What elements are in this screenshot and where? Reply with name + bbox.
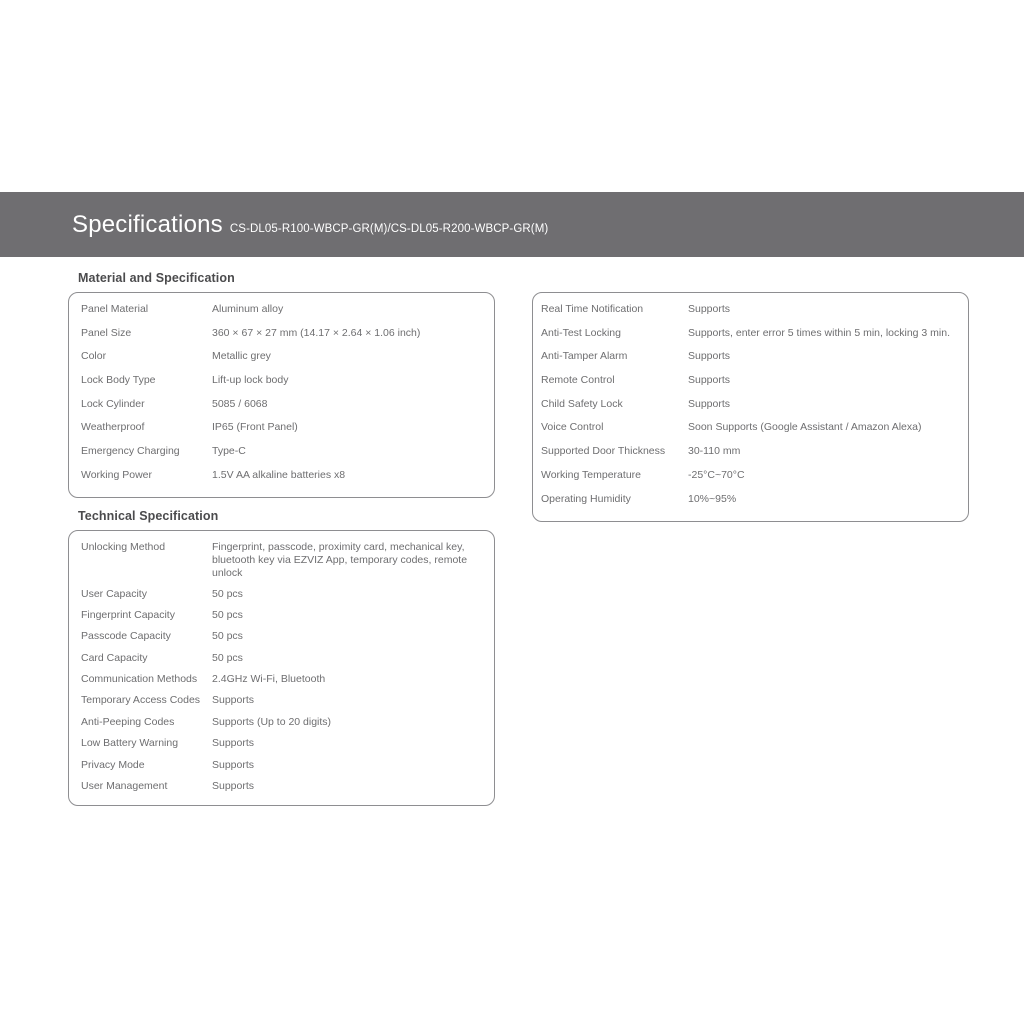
spec-value: 360 × 67 × 27 mm (14.17 × 2.64 × 1.06 inch) (212, 326, 421, 339)
spec-label: Working Power (81, 468, 152, 481)
spec-row (81, 630, 484, 651)
spec-row (541, 374, 958, 398)
spec-label: Low Battery Warning (81, 737, 179, 750)
spec-row (81, 541, 484, 588)
spec-label: Child Safety Lock (541, 397, 623, 410)
spec-row (81, 609, 484, 630)
spec-label: Remote Control (541, 374, 615, 387)
spec-value: Supports (688, 397, 731, 410)
spec-value: Supports (688, 374, 731, 387)
spec-label: Weatherproof (81, 421, 145, 434)
spec-row (81, 737, 484, 758)
spec-label: Anti-Peeping Codes (81, 715, 175, 728)
spec-row (541, 445, 958, 469)
spec-value: -25°C~70°C (688, 468, 745, 481)
spec-label: Color (81, 350, 107, 363)
spec-value: Supports (688, 350, 731, 363)
specifications-banner (0, 192, 1024, 257)
spec-row (541, 421, 958, 445)
spec-value: Supports (Up to 20 digits) (212, 715, 332, 728)
spec-row (541, 327, 958, 351)
spec-row (81, 716, 484, 737)
spec-value: 50 pcs (212, 651, 243, 664)
spec-value: 50 pcs (212, 608, 243, 621)
spec-label: Card Capacity (81, 651, 148, 664)
spec-label: Supported Door Thickness (541, 445, 666, 458)
spec-label: Operating Humidity (541, 492, 631, 505)
spec-label: Passcode Capacity (81, 630, 171, 643)
spec-label: Anti-Test Locking (541, 326, 621, 339)
spec-value: Supports (688, 303, 731, 315)
spec-row (541, 398, 958, 422)
spec-label: Fingerprint Capacity (81, 608, 175, 621)
spec-label: Privacy Mode (81, 758, 145, 771)
model-numbers: CS-DL05-R100-WBCP-GR(M)/CS-DL05-R200-WBCP-GR(M) (229, 223, 549, 235)
spec-label: User Capacity (81, 587, 147, 600)
spec-row (81, 469, 484, 493)
technical-spec-table (68, 530, 495, 806)
spec-label: Working Temperature (541, 468, 641, 481)
spec-value: 1.5V AA alkaline batteries x8 (212, 468, 346, 481)
spec-value: Lift-up lock body (212, 374, 289, 387)
spec-row (81, 780, 484, 801)
spec-row (81, 673, 484, 694)
spec-row (81, 694, 484, 715)
spec-label: Voice Control (541, 421, 604, 434)
spec-value: Supports (212, 780, 255, 793)
spec-row (81, 652, 484, 673)
spec-value: Supports (212, 737, 255, 750)
spec-row (81, 421, 484, 445)
spec-value: Metallic grey (212, 350, 271, 363)
spec-row (541, 303, 958, 327)
spec-label: Communication Methods (81, 673, 198, 686)
section-title-material: Material and Specification (78, 271, 235, 285)
spec-row (541, 469, 958, 493)
spec-row (541, 493, 958, 517)
spec-row (81, 759, 484, 780)
spec-value: 50 pcs (212, 587, 243, 600)
spec-value: Type-C (212, 445, 246, 458)
spec-label: Emergency Charging (81, 445, 180, 458)
spec-label: Panel Size (81, 326, 132, 339)
spec-row (81, 327, 484, 351)
spec-row (81, 588, 484, 609)
spec-row (541, 350, 958, 374)
spec-value: 5085 / 6068 (212, 397, 268, 410)
spec-value: Fingerprint, passcode, proximity card, mechanical key, bluetooth key via EZVIZ App, temporary codes, remote unlock (212, 541, 468, 579)
spec-row (81, 398, 484, 422)
spec-value: IP65 (Front Panel) (212, 421, 298, 434)
spec-value: Supports, enter error 5 times within 5 min, locking 3 min. (688, 326, 951, 339)
spec-value: Supports (212, 758, 255, 771)
spec-value: 2.4GHz Wi-Fi, Bluetooth (212, 673, 326, 686)
spec-value: 50 pcs (212, 630, 243, 643)
material-spec-table-left (68, 292, 495, 498)
spec-label: Temporary Access Codes (81, 694, 201, 707)
spec-label: Anti-Tamper Alarm (541, 350, 628, 363)
page-title: Specifications (72, 211, 223, 238)
section-title-technical: Technical Specification (78, 509, 219, 523)
spec-value: 30-110 mm (688, 445, 741, 458)
spec-row (81, 374, 484, 398)
spec-row (81, 445, 484, 469)
spec-label: Panel Material (81, 303, 149, 315)
material-spec-table-right (532, 292, 969, 522)
spec-label: Lock Cylinder (81, 397, 145, 410)
spec-label: Lock Body Type (81, 374, 156, 387)
spec-row (81, 303, 484, 327)
spec-row (81, 350, 484, 374)
spec-value: Soon Supports (Google Assistant / Amazon Alexa) (688, 421, 922, 434)
spec-value: 10%~95% (688, 492, 737, 505)
spec-label: Unlocking Method (81, 541, 166, 553)
spec-value: Supports (212, 694, 255, 707)
spec-label: User Management (81, 780, 168, 793)
spec-label: Real Time Notification (541, 303, 644, 315)
spec-value: Aluminum alloy (212, 303, 284, 315)
